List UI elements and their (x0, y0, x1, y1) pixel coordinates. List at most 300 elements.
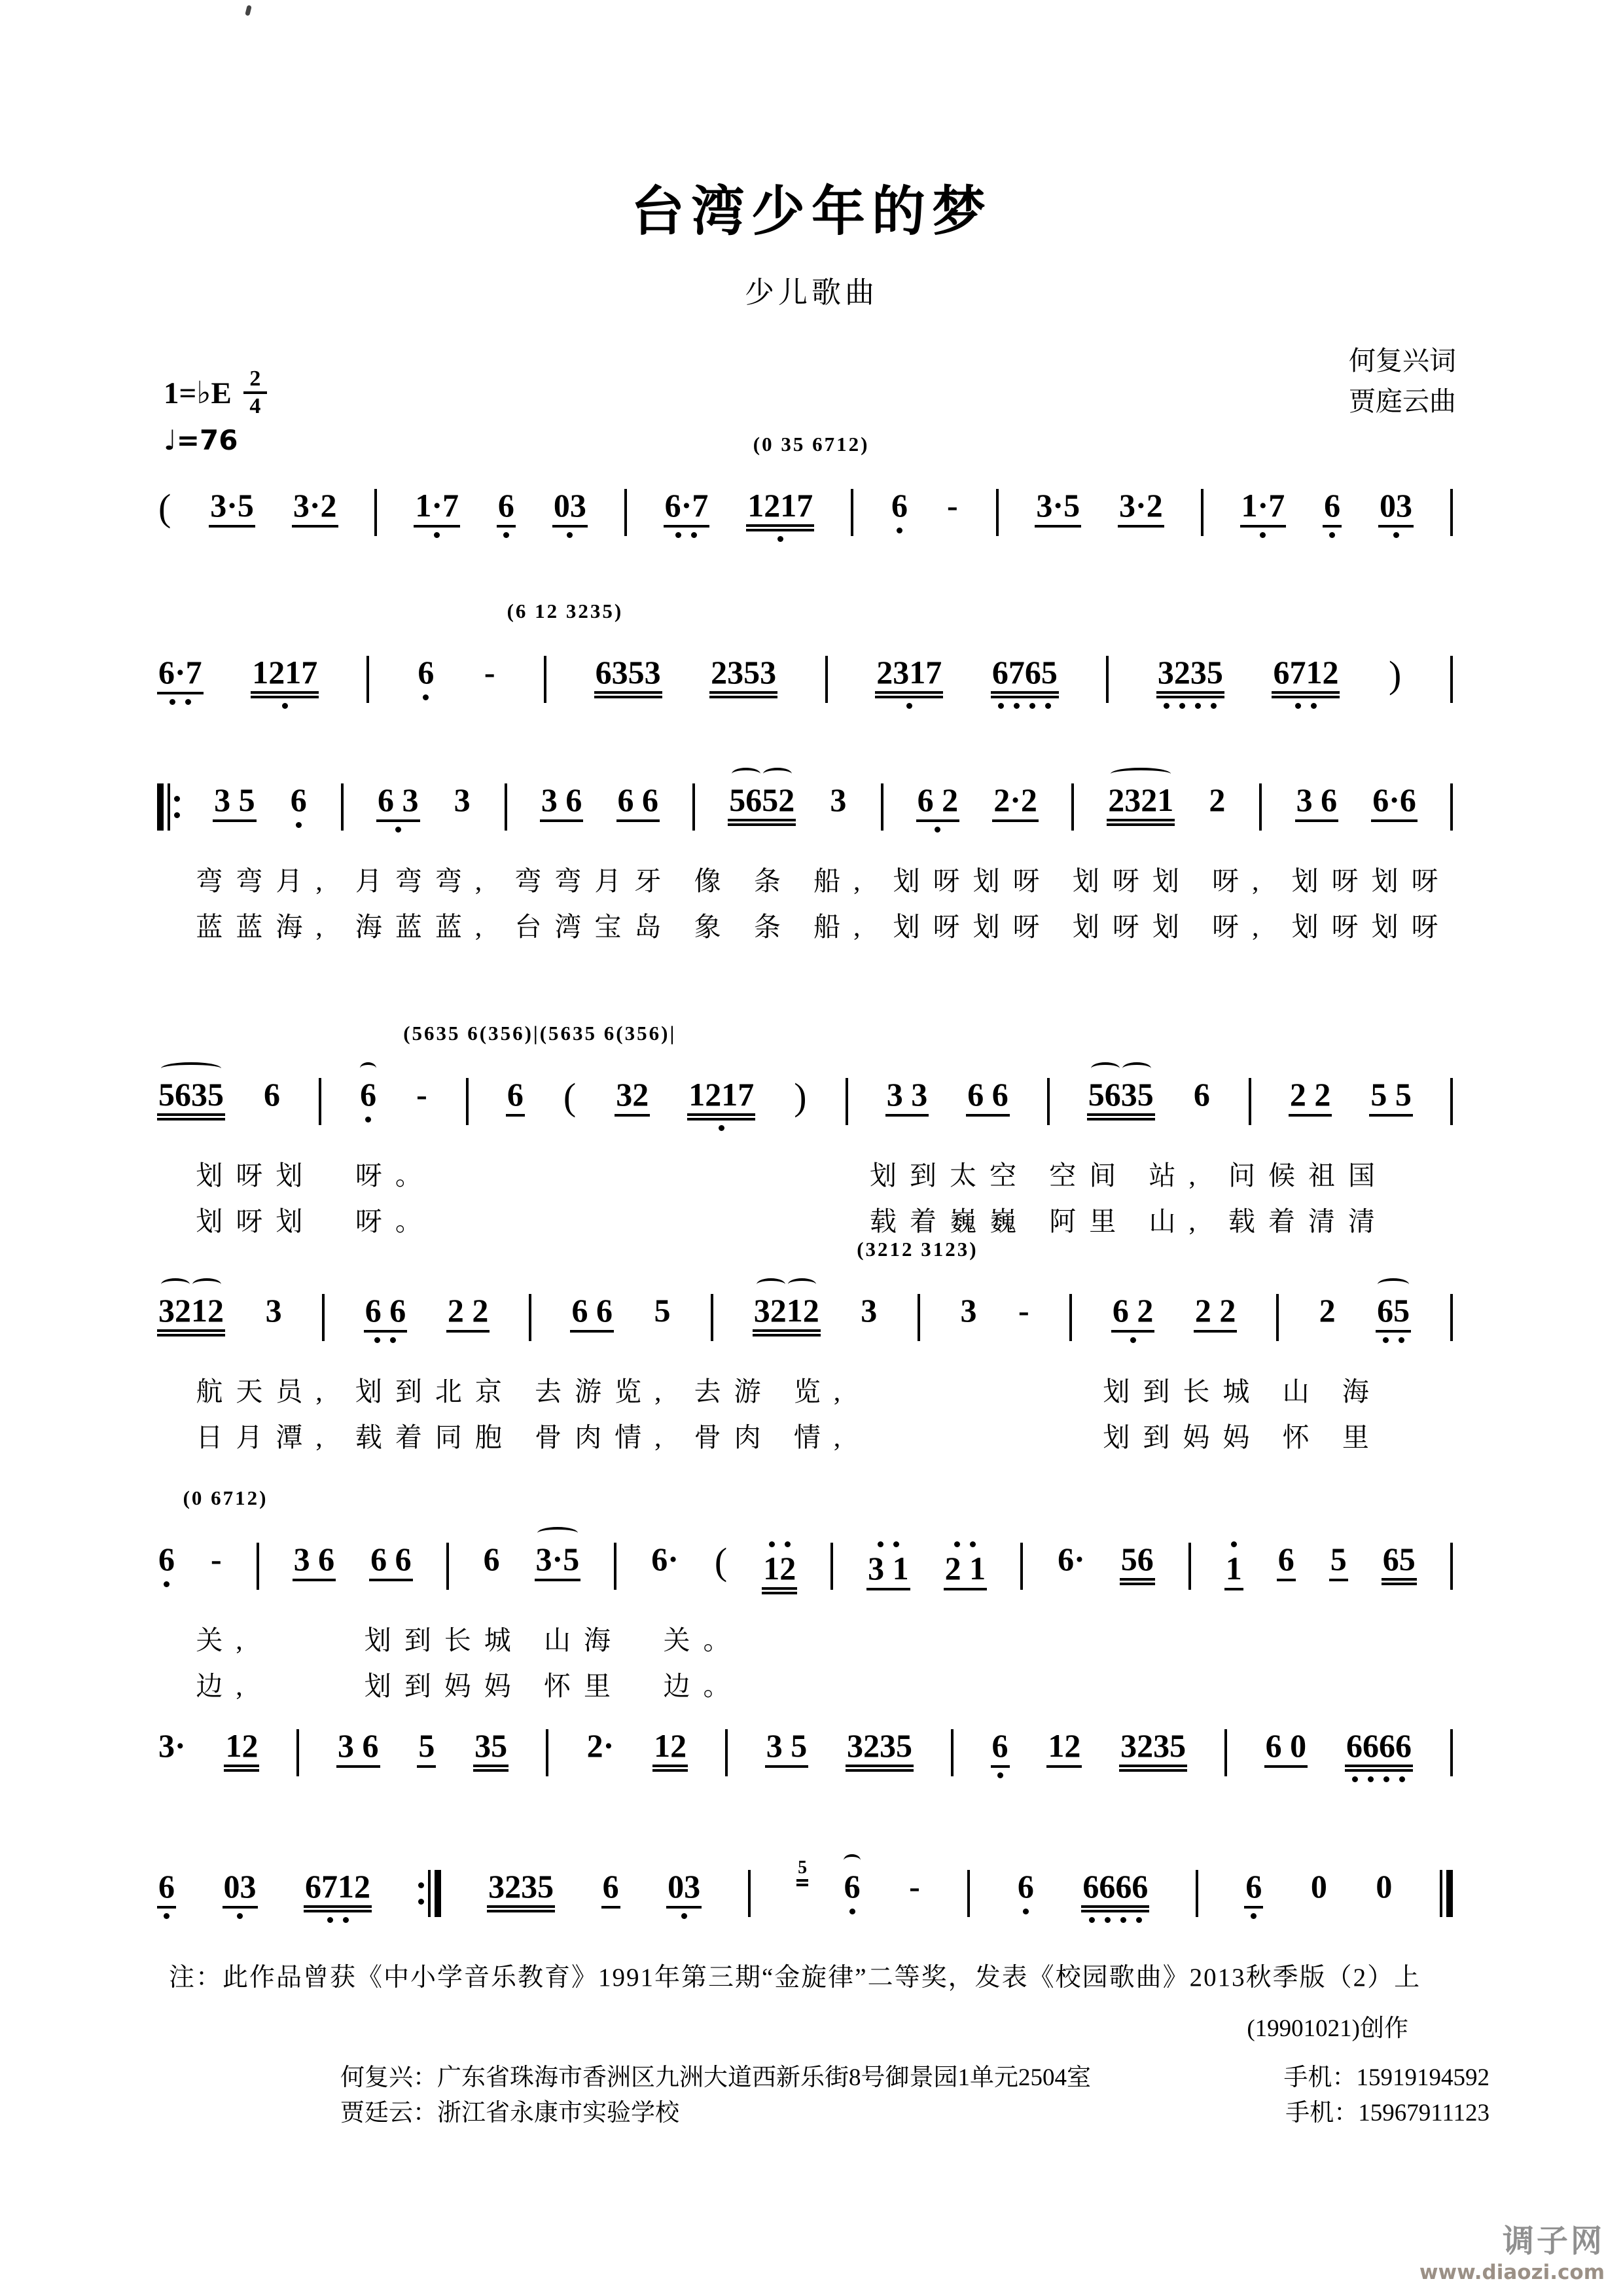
octave-dots-low (997, 1772, 1003, 1778)
note-text: 1217 (687, 1077, 755, 1121)
note-text: - (909, 1868, 920, 1905)
note-text: 3 (454, 781, 471, 818)
barline-| (1106, 655, 1109, 704)
note-text: 6 (1193, 1076, 1210, 1113)
octave-dot (164, 1581, 169, 1587)
award-note: 注：此作品曾获《中小学音乐教育》1991年第三期“金旋律”二等奖，发表《校园歌曲》2013秋季版（2）上 (169, 1964, 1421, 1992)
system-8 (157, 1857, 1453, 1923)
repeat-dot (418, 1899, 424, 1905)
note-text: 6 (506, 1077, 525, 1117)
octave-dot (849, 1909, 855, 1914)
barline (1450, 783, 1453, 831)
tie-arc (757, 1278, 785, 1291)
note-text: 03 (223, 1869, 258, 1909)
note-token (506, 1077, 525, 1117)
barline (967, 1870, 970, 1917)
note-text: 3 1 (866, 1551, 910, 1590)
repeat-dots (174, 787, 180, 827)
note-text: 6·6 (1371, 782, 1418, 822)
lyric-segment: 划到太空 空间 站, 问候祖国 (870, 1160, 1388, 1191)
note-text: 5652 (728, 782, 796, 826)
note-token (959, 1293, 978, 1328)
octave-dots-low (1164, 703, 1217, 709)
note-text: 6· (1058, 1541, 1085, 1577)
barline (846, 1078, 848, 1125)
barline-| (1020, 1541, 1023, 1591)
octave-dots-low (374, 1337, 396, 1343)
octave-dots-low (327, 1917, 349, 1923)
octave-dot (691, 532, 697, 538)
note-text: 6 0 (1264, 1728, 1308, 1768)
octave-dots-low (395, 827, 401, 833)
barline-| (1047, 1077, 1050, 1126)
octave-dots-low (1352, 1776, 1405, 1782)
barline-| (624, 488, 627, 537)
note-token (1194, 1293, 1238, 1333)
contact-name: 何复兴： (340, 2064, 437, 2091)
octave-dot (185, 699, 191, 705)
octave-dots-low (1329, 532, 1335, 538)
composer-credit: 贾庭云曲 (1349, 386, 1456, 416)
notes-row (157, 1728, 1453, 1782)
note-token (446, 1293, 490, 1333)
note-text: 3235 (487, 1869, 555, 1912)
octave-dot (1195, 703, 1201, 709)
octave-dots-high (1231, 1541, 1237, 1547)
note-text: 6666 (1081, 1869, 1149, 1912)
note-text: 5 5 (1369, 1077, 1413, 1117)
note-token (304, 1869, 372, 1923)
tie-arc (1091, 1062, 1120, 1075)
barline-| (846, 1077, 848, 1126)
octave-dot (954, 1541, 960, 1547)
octave-dot (1023, 1909, 1029, 1914)
system-7 (157, 1728, 1453, 1782)
parenthesis (713, 1541, 728, 1583)
note-text: - (1018, 1292, 1029, 1329)
note-text: 0 (1376, 1868, 1393, 1905)
tie-slur (1378, 1278, 1409, 1291)
barline (1446, 1870, 1453, 1917)
note-token (209, 488, 255, 528)
octave-dots-low (1383, 1337, 1404, 1343)
octave-dots-low (1130, 1337, 1136, 1343)
note-token (1224, 1541, 1243, 1590)
note-text: 56 (1120, 1541, 1155, 1585)
note-token (664, 488, 710, 538)
lyric-segment: 划到妈妈 怀里 边。 (364, 1671, 743, 1701)
note-token (615, 1077, 650, 1117)
note-text: 2 1 (944, 1551, 988, 1590)
parenthesis (562, 1077, 577, 1118)
note-text: 6353 (594, 655, 662, 698)
note-text: 3235 (1119, 1728, 1187, 1772)
barline (1069, 1294, 1072, 1341)
note-text: 6 6 (616, 782, 660, 822)
note-text: - (484, 654, 495, 691)
note-token (765, 1728, 809, 1768)
octave-dot (719, 1125, 724, 1131)
note-text: 2 (1209, 781, 1226, 818)
note-token (1120, 1541, 1155, 1585)
note-text: 12 (652, 1728, 688, 1772)
octave-dot (769, 1541, 775, 1547)
octave-dots-low (434, 532, 440, 538)
notes-row (157, 1293, 1453, 1343)
barline (322, 1294, 325, 1341)
note-token (1046, 1728, 1082, 1768)
note-text: 6· (651, 1541, 679, 1577)
lyrics-row-1 (157, 1154, 1453, 1189)
octave-dot (785, 1541, 791, 1547)
parenthesis (157, 488, 172, 529)
octave-dot (567, 532, 573, 538)
contact-phone: 手机：15967911123 (1285, 2100, 1489, 2126)
site-watermark (1419, 2215, 1605, 2284)
note-text: 3235 (1156, 655, 1224, 698)
notes-row (157, 1077, 1453, 1131)
note-token (666, 1869, 702, 1919)
octave-dots-low (906, 703, 912, 709)
note-text: 12 (762, 1551, 797, 1594)
barline (319, 1078, 321, 1125)
note-token (1119, 1728, 1187, 1772)
key-signature (164, 368, 267, 418)
lyric-segment: 日月潭, 载着同胞 骨肉情, 骨肉 情, (196, 1422, 854, 1452)
note-text: 6 (991, 1728, 1010, 1768)
note-token (890, 488, 909, 533)
note-token (416, 655, 435, 700)
octave-dot (390, 1337, 396, 1343)
barline-| (341, 782, 344, 832)
note-token (616, 782, 660, 822)
note-text: 1·7 (1240, 488, 1287, 528)
octave-dot (343, 1917, 349, 1923)
octave-dot (237, 1913, 243, 1919)
note-token (359, 1077, 378, 1122)
note-token (1371, 782, 1418, 822)
note-text: ( (158, 486, 171, 529)
octave-dot (1383, 1337, 1389, 1343)
octave-dot (169, 699, 175, 705)
octave-dot (1105, 1917, 1111, 1923)
octave-dots-low (719, 1125, 724, 1131)
barline (748, 1870, 751, 1917)
octave-dots-low (1393, 532, 1399, 538)
note-text: ( (714, 1540, 728, 1583)
note-token (1345, 1728, 1413, 1782)
note-token (1240, 488, 1287, 538)
lyrics-row-2 (157, 905, 1453, 941)
note-text: 03 (666, 1869, 702, 1909)
note-text: 3·5 (209, 488, 255, 528)
octave-dots-low (164, 1913, 169, 1919)
dash-note (1017, 1293, 1031, 1328)
note-text: 6 (1017, 1868, 1034, 1905)
note-token (650, 1541, 680, 1577)
barline-| (1450, 1541, 1453, 1591)
lyric-segment: 划到长城 山 海 (1103, 1376, 1382, 1407)
note-text: 3·2 (1118, 488, 1164, 528)
octave-dot (1399, 1776, 1405, 1782)
note-text: 3 5 (765, 1728, 809, 1768)
time-signature (243, 368, 267, 418)
watermark-site-name: 调子网 (1502, 2223, 1605, 2259)
note-text: - (416, 1076, 427, 1113)
octave-dot (906, 703, 912, 709)
note-token (157, 655, 204, 705)
note-text: 3 6 (1295, 782, 1339, 822)
note-text: 2 2 (446, 1293, 490, 1333)
note-token (1244, 1869, 1263, 1919)
meter-numerator: 2 (249, 367, 261, 391)
parenthesis (793, 1077, 808, 1118)
note-token (1207, 782, 1226, 817)
note-token (1329, 1541, 1348, 1581)
octave-dot (365, 1117, 371, 1122)
note-token (709, 655, 777, 698)
lyric-segment: 关, (196, 1625, 256, 1655)
note-text: 6 (497, 488, 516, 528)
lyrics-row-1 (157, 1370, 1453, 1405)
lyric-segment: 划呀划 呀。 (196, 1206, 435, 1236)
note-text: 2353 (709, 655, 777, 698)
note-token (1289, 1077, 1332, 1117)
barline (1259, 783, 1262, 831)
barline-final (1440, 1869, 1453, 1918)
barline (544, 656, 546, 703)
barline-| (967, 1869, 970, 1918)
note-text: 12 (1046, 1728, 1082, 1768)
note-token (482, 1541, 501, 1577)
octave-dot (1383, 1776, 1389, 1782)
note-text: 5 (1329, 1541, 1348, 1581)
note-token (336, 1728, 380, 1768)
note-text: 6 3 (376, 782, 420, 822)
repeat-dots (418, 1874, 424, 1913)
barline (830, 1543, 833, 1590)
note-text: 2317 (875, 655, 943, 698)
note-token (728, 782, 796, 826)
lyrics-row-2 (157, 1200, 1453, 1235)
note-token (1310, 1869, 1329, 1904)
lyric-segment: 划到妈妈 怀 里 (1103, 1422, 1382, 1452)
octave-dot (1329, 532, 1335, 538)
note-token (1087, 1077, 1155, 1121)
tie-slur (161, 1278, 221, 1288)
lyrics-row-1 (157, 1619, 1453, 1654)
note-text: 2 2 (1289, 1077, 1332, 1117)
note-text: 2·2 (992, 782, 1039, 822)
note-token (1056, 1541, 1086, 1577)
system-4 (157, 1022, 1453, 1236)
note-token (875, 655, 943, 709)
note-text: 6 (844, 1868, 861, 1905)
system-2 (157, 600, 1453, 709)
lyric-segment: 航天员, 划到北京 去游览, 去游 览, (196, 1376, 854, 1407)
contact-phone: 手机：15919194592 (1283, 2064, 1489, 2091)
octave-dot (1045, 703, 1051, 709)
note-token (866, 1541, 910, 1590)
note-text: 6 (1323, 488, 1342, 528)
note-text: 6 2 (916, 782, 960, 822)
octave-dot (897, 528, 902, 533)
system-1 (157, 433, 1453, 542)
barline-| (711, 1293, 713, 1342)
barline-| (544, 655, 546, 704)
key-text: 1=♭E (164, 376, 232, 410)
note-token (540, 782, 584, 822)
barline-| (1450, 488, 1453, 537)
note-text: 6 (158, 1541, 175, 1577)
barline-| (1224, 1728, 1227, 1778)
system-annotation: (0 35 6712) (753, 433, 870, 456)
note-token (843, 1869, 862, 1914)
note-text: 5 (417, 1728, 436, 1768)
contact-name: 贾廷云： (340, 2100, 437, 2126)
dash-note (415, 1077, 429, 1112)
octave-dot (675, 532, 681, 538)
song-title: 台湾少年的梦 (630, 182, 992, 242)
note-token (1378, 488, 1414, 538)
note-text: 6666 (1345, 1728, 1413, 1772)
barline (614, 1543, 616, 1590)
note-token (251, 655, 319, 709)
lyric-segment: 划呀划 呀。 (196, 1160, 435, 1191)
barline-| (614, 1541, 616, 1591)
note-text: 1·7 (414, 488, 460, 528)
repeat-dot (174, 796, 180, 802)
note-text: 6·7 (664, 488, 710, 528)
octave-dot (164, 1913, 169, 1919)
note-text: 03 (1378, 488, 1414, 528)
barline (1249, 1078, 1251, 1125)
barline-| (692, 782, 695, 832)
octave-dots-low (897, 528, 902, 533)
scan-artifact-mark (245, 5, 252, 16)
octave-dots-high (878, 1541, 899, 1547)
barline (1450, 1294, 1453, 1341)
octave-dots-low (164, 1581, 169, 1587)
note-token (213, 782, 257, 822)
system-annotation: (5635 6(356)|(5635 6(356)| (403, 1022, 677, 1045)
octave-dots-low (849, 1909, 855, 1914)
dash-note (946, 488, 959, 523)
note-token (157, 1728, 187, 1763)
octave-dots-low (1251, 1913, 1257, 1919)
barline (296, 1729, 299, 1776)
note-token (1277, 1541, 1296, 1581)
note-text: - (210, 1541, 222, 1577)
note-text: 3·5 (535, 1541, 581, 1581)
barline-| (529, 1293, 531, 1342)
note-text: 32 (615, 1077, 650, 1117)
barline-| (1450, 655, 1453, 704)
tie-arc (1122, 1062, 1151, 1075)
barline-open-repeat (157, 782, 180, 832)
watermark-url: www.diaozi.com (1419, 2261, 1605, 2284)
octave-dot (282, 703, 288, 709)
note-text: 03 (552, 488, 588, 528)
barline-| (1188, 1541, 1191, 1591)
tie-arc (161, 1278, 190, 1291)
note-token (991, 655, 1059, 709)
note-text: 65 (1376, 1293, 1411, 1333)
barline (1450, 489, 1453, 536)
note-token (966, 1077, 1010, 1117)
tie-slur (732, 768, 792, 778)
note-token (829, 782, 847, 817)
octave-dot (970, 1541, 976, 1547)
octave-dot (878, 1541, 883, 1547)
lyric-segment: 蓝蓝海, 海蓝蓝, 台湾宝岛 象 条 船, 划呀划呀 划呀划 呀, 划呀划呀 (196, 912, 1452, 942)
note-token (262, 1077, 281, 1112)
note-token (1318, 1293, 1337, 1328)
note-text: 5635 (157, 1077, 225, 1121)
note-token (157, 1869, 176, 1919)
note-text: 3·5 (1035, 488, 1081, 528)
tie-slur (757, 1278, 817, 1288)
note-token (992, 782, 1039, 822)
note-text: 2321 (1107, 782, 1175, 826)
octave-dot (997, 1772, 1003, 1778)
octave-dot (1179, 703, 1185, 709)
barline (366, 656, 369, 703)
note-token (1111, 1293, 1155, 1343)
note-token (453, 782, 472, 817)
note-token (1382, 1541, 1417, 1585)
note-token (157, 1293, 225, 1336)
barline-| (446, 1541, 449, 1591)
notes-row (157, 655, 1453, 709)
lyric-segment: 划到长城 山海 关。 (364, 1625, 743, 1655)
octave-dots-low (935, 827, 940, 833)
system-annotation: (6 12 3235) (507, 600, 624, 622)
note-token (753, 1293, 821, 1336)
note-token (487, 1869, 555, 1912)
note-text: 6 (483, 1541, 500, 1577)
octave-dots-low (1260, 532, 1266, 538)
note-text: 6 (360, 1076, 377, 1113)
octave-dot (893, 1541, 899, 1547)
note-text: 65 (1382, 1541, 1417, 1585)
repeat-dot (418, 1882, 424, 1888)
note-token (570, 1293, 614, 1333)
note-text: 2 2 (1194, 1293, 1238, 1333)
tie-arc (788, 1278, 817, 1291)
note-text: ( (563, 1075, 577, 1118)
octave-dots-low (675, 532, 697, 538)
octave-dot (1130, 1337, 1136, 1343)
system-6 (157, 1486, 1453, 1701)
note-token (1369, 1077, 1413, 1117)
note-text: 3 5 (213, 782, 257, 822)
octave-dot (1136, 1917, 1142, 1923)
octave-dot (1311, 703, 1317, 709)
note-text: 5 (654, 1292, 671, 1329)
barline (374, 489, 377, 536)
note-token (497, 488, 516, 538)
barline-| (257, 1541, 259, 1591)
note-token (157, 1541, 176, 1587)
note-token (796, 1858, 808, 1886)
system-annotation: (3212 3123) (857, 1238, 978, 1261)
tie-arc (192, 1278, 221, 1291)
note-token (1272, 655, 1340, 709)
note-token (944, 1541, 988, 1590)
barline-| (918, 1293, 920, 1342)
note-token (859, 1293, 878, 1328)
